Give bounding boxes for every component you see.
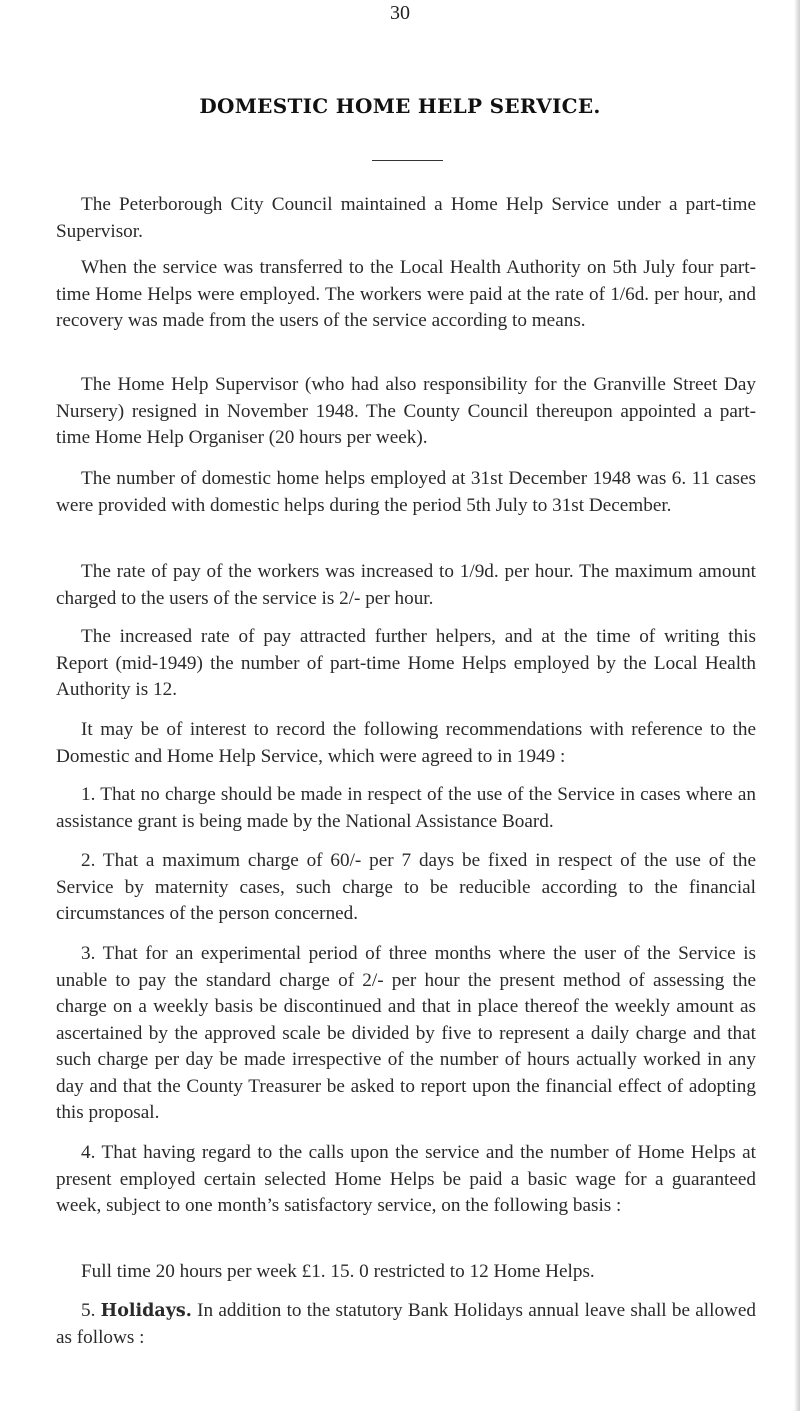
holidays-paragraph: [56, 1298, 756, 1351]
paragraph-7: It may be of interest to record the following recommendations with reference to the Domestic and Home Help Service, which were agreed to in 1949 :: [56, 719, 756, 767]
paragraph-4: The number of domestic home helps employed at 31st December 1948 was 6. 11 cases were provided with domestic helps during the period 5th July to 31st December.: [56, 468, 756, 516]
page-edge-shadow: [794, 0, 800, 1411]
holidays-number: 5.: [81, 1300, 96, 1321]
heading-divider: [372, 160, 443, 161]
paragraph-6: The increased rate of pay attracted further helpers, and at the time of writing this Report (mid-1949) the number of part-time Home Helps employed by the Local Health Authority is 12.: [56, 626, 756, 700]
recommendation-2: 2. That a maximum charge of 60/- per 7 days be fixed in respect of the use of the Service by maternity cases, such charge to be reducible according to the financial circumstances of the person concerned.: [56, 850, 756, 924]
recommendation-3: 3. That for an experimental period of three months where the user of the Service is unable to pay the standard charge of 2/- per hour the present method of assessing the charge on a weekly basis be discontinued and that in place thereof the weekly amount as ascertained by the approved scale be divided by five to represent a daily charge and that such charge per day be made irrespective of the number of hours actually worked in any day and that the County Treasurer be asked to report upon the financial effect of adopting this proposal.: [56, 943, 756, 1123]
paragraph-3: The Home Help Supervisor (who had also responsibility for the Granville Street Day Nursery) resigned in November 1948. The County Council thereupon appointed a part-time Home Help Organiser (20 hours per week).: [56, 374, 756, 448]
paragraph-1: The Peterborough City Council maintained a Home Help Service under a part-time Supervisor.: [56, 194, 756, 242]
holidays-heading: Holidays.: [100, 1301, 192, 1321]
holidays-text: In addition to the statutory Bank Holidays annual leave shall be allowed as follows :: [56, 1300, 757, 1348]
page-number: 30: [390, 2, 410, 24]
section-heading: DOMESTIC HOME HELP SERVICE.: [199, 94, 601, 118]
full-time-line: Full time 20 hours per week £1. 15. 0 restricted to 12 Home Helps.: [81, 1261, 595, 1282]
recommendation-4: 4. That having regard to the calls upon the service and the number of Home Helps at present employed certain selected Home Helps be paid a basic wage for a guaranteed week, subject to one month’s satisfactory service, on the following basis :: [56, 1142, 756, 1216]
paragraph-2: When the service was transferred to the Local Health Authority on 5th July four part-time Home Helps were employed. The workers were paid at the rate of 1/6d. per hour, and recovery was made from the users of the service according to means.: [56, 257, 756, 331]
recommendation-1: 1. That no charge should be made in respect of the use of the Service in cases where an assistance grant is being made by the National Assistance Board.: [56, 784, 756, 832]
paragraph-5: The rate of pay of the workers was increased to 1/9d. per hour. The maximum amount charged to the users of the service is 2/- per hour.: [56, 561, 756, 609]
